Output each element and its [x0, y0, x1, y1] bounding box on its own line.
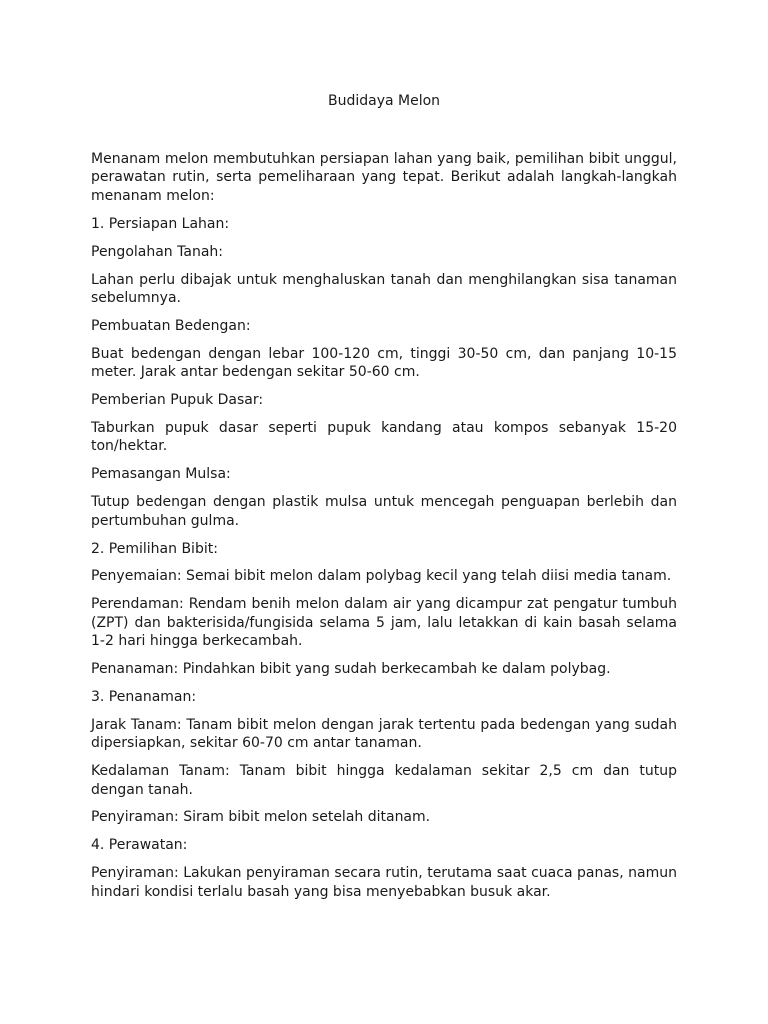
subheading-pembuatan-bedengan: Pembuatan Bedengan:	[91, 317, 251, 334]
paragraph-pengolahan-tanah: Lahan perlu dibajak untuk menghaluskan tanah dan menghilangkan sisa tanaman sebelumnya.	[91, 271, 677, 306]
paragraph-pembuatan-bedengan: Buat bedengan dengan lebar 100-120 cm, tinggi 30-50 cm, dan panjang 10-15 meter. Jarak antar bedengan sekitar 50-60 cm.	[91, 345, 677, 381]
paragraph-pemasangan-mulsa: Tutup bedengan dengan plastik mulsa untuk mencegah penguapan berlebih dan pertumbuhan gulma.	[91, 494, 677, 529]
document-title: Budidaya Melon	[327, 93, 441, 109]
paragraph-penanaman-polybag: Penanaman: Pindahkan bibit yang sudah berkecambah ke dalam polybag.	[91, 661, 611, 678]
paragraph-penyiraman-rutin: Penyiraman: Lakukan penyiraman secara rutin, terutama saat cuaca panas, namun hindari kondisi terlalu basah yang bisa menyebabkan busuk akar.	[91, 865, 677, 900]
subheading-pemasangan-mulsa: Pemasangan Mulsa:	[91, 466, 231, 483]
paragraph-kedalaman-tanam: Kedalaman Tanam: Tanam bibit hingga kedalaman sekitar 2,5 cm dan tutup dengan tanah.	[91, 763, 677, 798]
paragraph-penyiraman-awal: Penyiraman: Siram bibit melon setelah ditanam.	[91, 809, 431, 826]
paragraph-pemberian-pupuk: Taburkan pupuk dasar seperti pupuk kandang atau kompos sebanyak 15-20 ton/hektar.	[91, 419, 677, 455]
subheading-pengolahan-tanah: Pengolahan Tanah:	[91, 243, 223, 260]
section-heading-pemilihan-bibit: 2. Pemilihan Bibit:	[91, 540, 218, 557]
subheading-pemberian-pupuk: Pemberian Pupuk Dasar:	[91, 392, 264, 409]
paragraph-perendaman: Perendaman: Rendam benih melon dalam air yang dicampur zat pengatur tumbuh (ZPT) dan bakterisida/fungisida selama 5 jam, lalu letakkan di kain basah selama 1-2 hari hingga berkecambah.	[91, 596, 677, 650]
intro-paragraph: Menanam melon membutuhkan persiapan lahan yang baik, pemilihan bibit unggul, perawatan rutin, serta pemeliharaan yang tepat. Berikut adalah langkah-langkah menanam melon:	[91, 151, 677, 204]
section-heading-perawatan: 4. Perawatan:	[91, 837, 188, 854]
paragraph-jarak-tanam: Jarak Tanam: Tanam bibit melon dengan jarak tertentu pada bedengan yang sudah dipersiapkan, sekitar 60-70 cm antar tanaman.	[91, 716, 677, 752]
document-body	[91, 150, 677, 911]
section-heading-persiapan-lahan: 1. Persiapan Lahan:	[91, 215, 230, 232]
section-heading-penanaman: 3. Penanaman:	[91, 688, 197, 705]
paragraph-penyemaian: Penyemaian: Semai bibit melon dalam polybag kecil yang telah diisi media tanam.	[91, 568, 672, 585]
